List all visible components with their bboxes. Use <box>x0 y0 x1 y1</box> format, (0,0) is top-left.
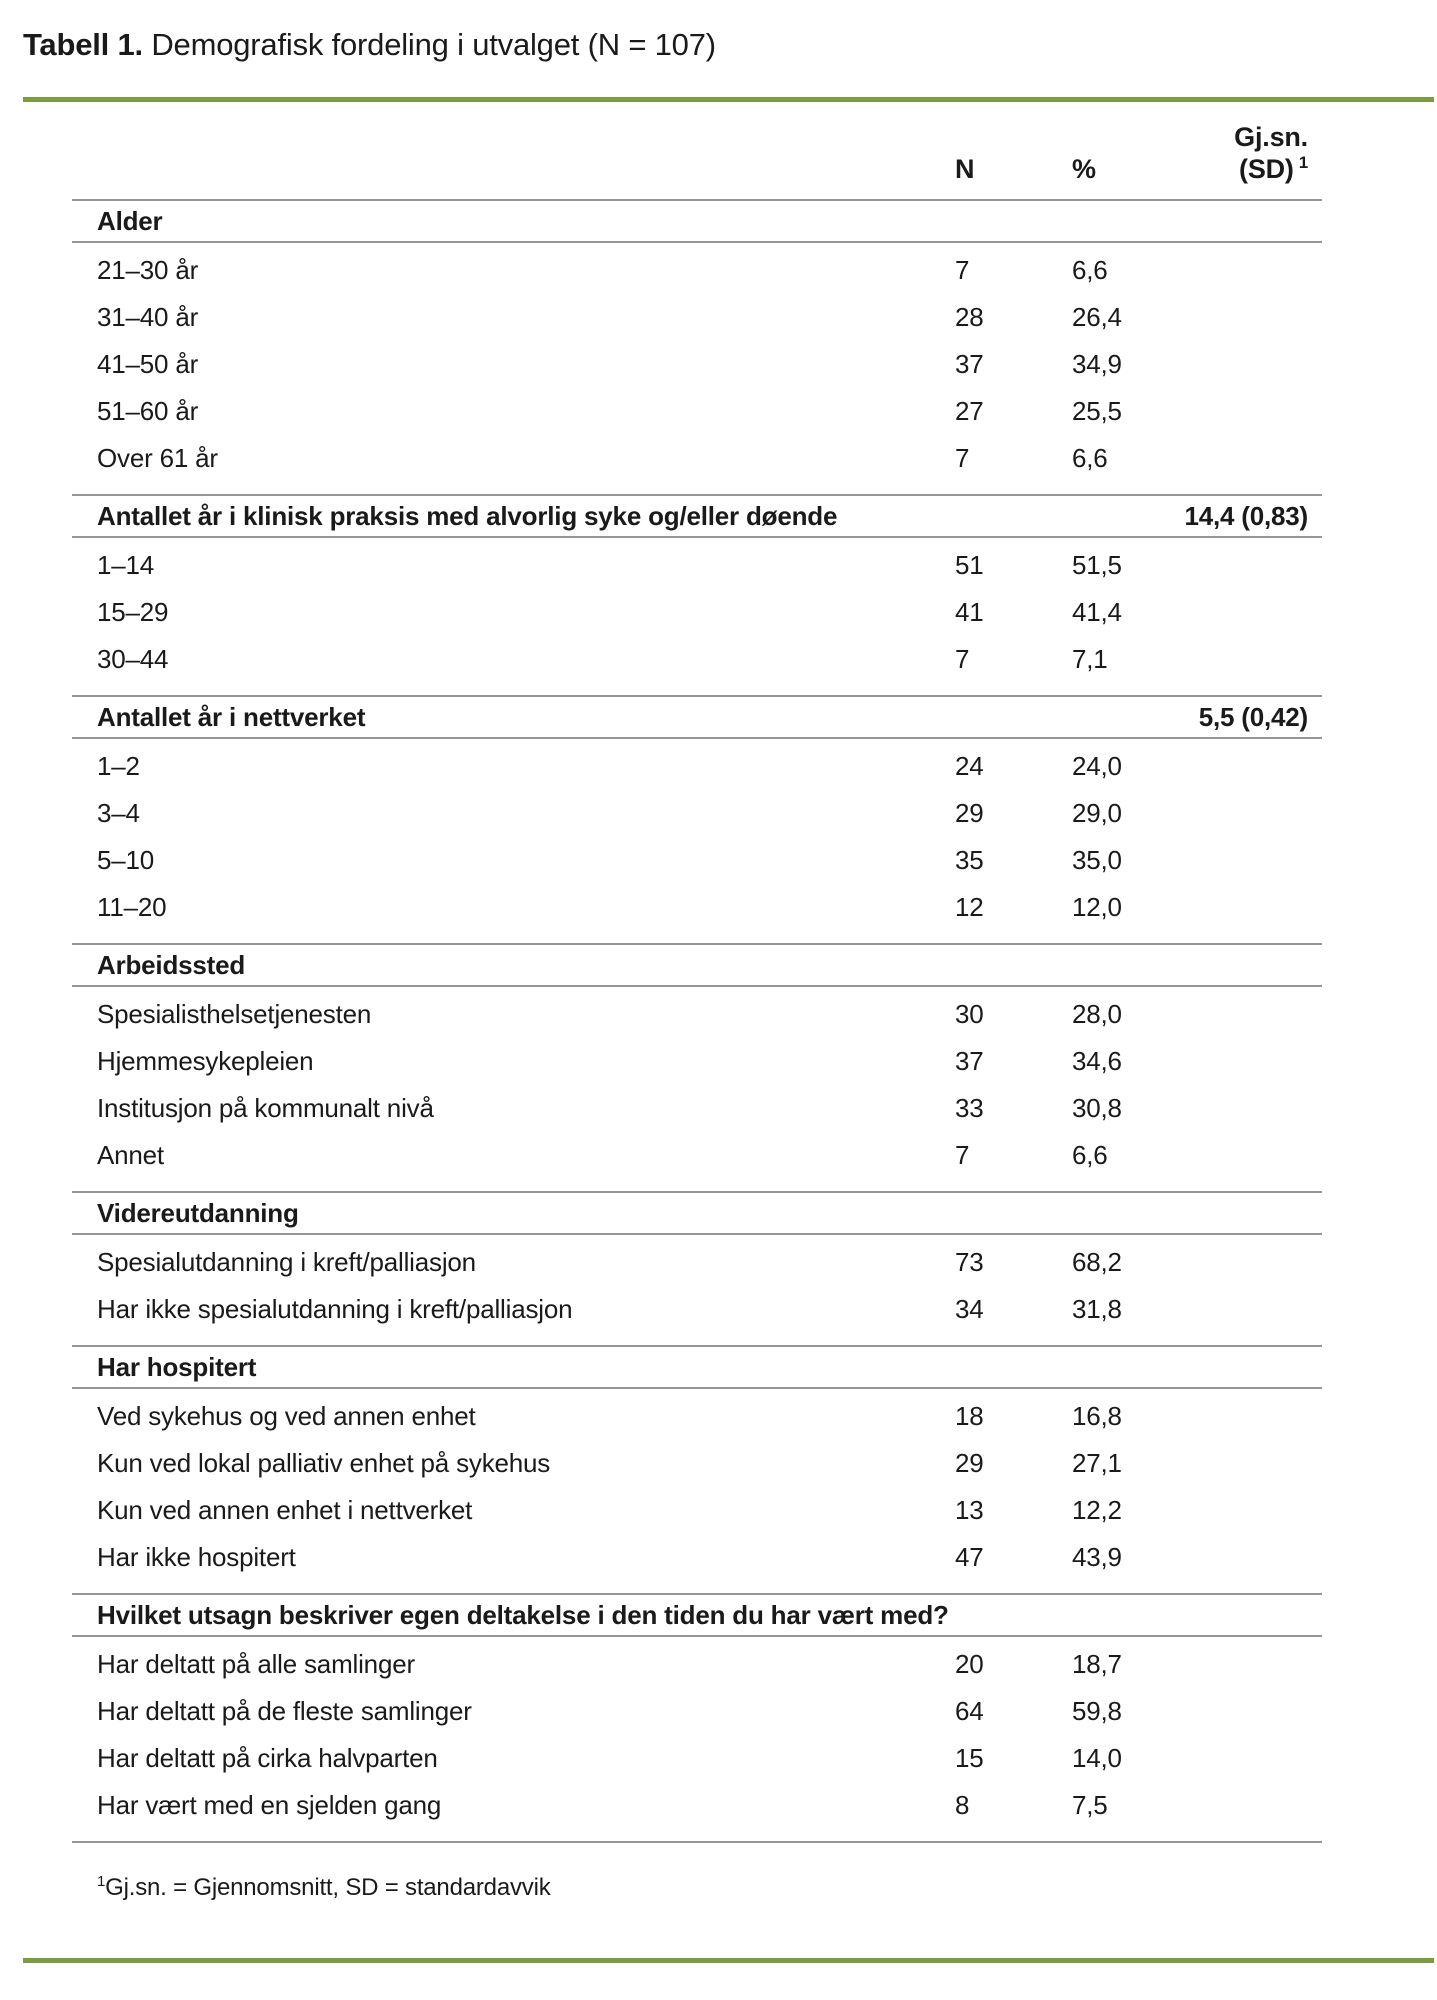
row-n-value: 18 <box>955 1401 984 1431</box>
row-label: 1–14 <box>97 550 155 580</box>
col-header-n: N <box>955 154 975 184</box>
footnote <box>97 1873 1437 1902</box>
row-pct-value: 28,0 <box>1072 999 1122 1029</box>
row-pct-value: 43,9 <box>1072 1542 1122 1572</box>
row-n-value: 7 <box>955 1140 970 1170</box>
section-header-row <box>72 1193 1322 1235</box>
row-n-value: 7 <box>955 644 970 674</box>
row-label: Har vært med en sjelden gang <box>97 1790 442 1820</box>
row-label: Har ikke spesialutdanning i kreft/palliasjon <box>97 1294 573 1324</box>
table-row <box>72 1286 1322 1333</box>
row-label: 3–4 <box>97 798 140 828</box>
table-row <box>72 1688 1322 1735</box>
row-pct-value: 31,8 <box>1072 1294 1122 1324</box>
row-n-value: 35 <box>955 845 984 875</box>
col-header-pct: % <box>1072 154 1096 184</box>
row-label: 15–29 <box>97 597 169 627</box>
table-row <box>72 294 1322 341</box>
table-row <box>72 542 1322 589</box>
section-header-label: Har hospitert <box>97 1351 257 1382</box>
row-label: Kun ved lokal palliativ enhet på sykehus <box>97 1448 551 1478</box>
row-n-value: 7 <box>955 443 970 473</box>
row-pct-value: 27,1 <box>1072 1448 1122 1478</box>
table-row <box>72 1487 1322 1534</box>
row-n-value: 27 <box>955 396 984 426</box>
table-row <box>72 589 1322 636</box>
bottom-rule <box>23 1958 1434 1963</box>
table-row <box>72 790 1322 837</box>
row-pct-value: 24,0 <box>1072 751 1122 781</box>
row-pct-value: 12,0 <box>1072 892 1122 922</box>
row-label: Annet <box>97 1140 164 1170</box>
section-header-row <box>72 945 1322 987</box>
row-label: Over 61 år <box>97 443 218 473</box>
row-n-value: 13 <box>955 1495 984 1525</box>
table-section <box>72 494 1322 695</box>
row-n-value: 24 <box>955 751 984 781</box>
row-pct-value: 7,5 <box>1072 1790 1108 1820</box>
row-n-value: 30 <box>955 999 984 1029</box>
table-row <box>72 636 1322 683</box>
table-section <box>72 1191 1322 1345</box>
footnote-superscript: 1 <box>97 1873 106 1890</box>
section-rows <box>72 987 1322 1191</box>
section-rows <box>72 243 1322 494</box>
section-rows <box>72 1389 1322 1593</box>
row-n-value: 29 <box>955 798 984 828</box>
row-pct-value: 7,1 <box>1072 644 1108 674</box>
row-label: 51–60 år <box>97 396 199 426</box>
row-label: 30–44 <box>97 644 169 674</box>
table-row <box>72 1393 1322 1440</box>
section-rows <box>72 739 1322 943</box>
row-pct-value: 30,8 <box>1072 1093 1122 1123</box>
row-label: 41–50 år <box>97 349 199 379</box>
table-section <box>72 1593 1322 1841</box>
row-label: Hjemmesykepleien <box>97 1046 314 1076</box>
row-pct-value: 29,0 <box>1072 798 1122 828</box>
table-title-prefix: Tabell 1. <box>23 27 143 62</box>
row-n-value: 28 <box>955 302 984 332</box>
section-mean-sd: 14,4 (0,83) <box>1184 500 1308 531</box>
row-n-value: 73 <box>955 1247 984 1277</box>
row-pct-value: 68,2 <box>1072 1247 1122 1277</box>
table-row <box>72 1085 1322 1132</box>
table-row <box>72 388 1322 435</box>
section-header-label: Hvilket utsagn beskriver egen deltakelse i den tiden du har vært med? <box>97 1599 949 1630</box>
demographics-table <box>72 102 1322 1843</box>
section-mean-sd: 5,5 (0,42) <box>1198 701 1308 732</box>
row-label: Spesialutdanning i kreft/palliasjon <box>97 1247 476 1277</box>
table-row <box>72 1440 1322 1487</box>
row-pct-value: 14,0 <box>1072 1743 1122 1773</box>
table-row <box>72 1132 1322 1179</box>
table-title-text: Demografisk fordeling i utvalget (N = 107) <box>142 27 716 62</box>
row-n-value: 15 <box>955 1743 984 1773</box>
table-row <box>72 341 1322 388</box>
table-row <box>72 884 1322 931</box>
table-row <box>72 743 1322 790</box>
row-label: Ved sykehus og ved annen enhet <box>97 1401 476 1431</box>
table-row <box>72 247 1322 294</box>
table-row <box>72 1239 1322 1286</box>
col-header-mean-label: Gj.sn. (SD) <box>1234 122 1308 184</box>
row-label: Har deltatt på cirka halvparten <box>97 1743 438 1773</box>
table-row <box>72 1534 1322 1581</box>
row-pct-value: 12,2 <box>1072 1495 1122 1525</box>
row-pct-value: 26,4 <box>1072 302 1122 332</box>
row-n-value: 12 <box>955 892 984 922</box>
col-header-mean <box>1167 122 1322 185</box>
table-section <box>72 1345 1322 1593</box>
footnote-text: Gj.sn. = Gjennomsnitt, SD = standardavvik <box>105 1874 551 1901</box>
row-n-value: 8 <box>955 1790 970 1820</box>
section-header-label: Videreutdanning <box>97 1197 299 1228</box>
row-n-value: 20 <box>955 1649 984 1679</box>
row-label: Har ikke hospitert <box>97 1542 296 1572</box>
table-row <box>72 837 1322 884</box>
row-pct-value: 41,4 <box>1072 597 1122 627</box>
row-n-value: 37 <box>955 1046 984 1076</box>
row-label: Kun ved annen enhet i nettverket <box>97 1495 473 1525</box>
row-label: Har deltatt på de fleste samlinger <box>97 1696 472 1726</box>
row-n-value: 41 <box>955 597 984 627</box>
row-label: Spesialisthelsetjenesten <box>97 999 372 1029</box>
section-header-label: Antallet år i klinisk praksis med alvorlig syke og/eller døende <box>97 500 838 531</box>
section-rows <box>72 1637 1322 1841</box>
section-header-row <box>72 1347 1322 1389</box>
row-pct-value: 34,9 <box>1072 349 1122 379</box>
mean-superscript: 1 <box>1298 153 1308 172</box>
row-n-value: 33 <box>955 1093 984 1123</box>
row-pct-value: 6,6 <box>1072 443 1108 473</box>
row-label: 31–40 år <box>97 302 199 332</box>
row-n-value: 64 <box>955 1696 984 1726</box>
row-pct-value: 51,5 <box>1072 550 1122 580</box>
table-title <box>23 26 1437 64</box>
table-row <box>72 435 1322 482</box>
row-pct-value: 6,6 <box>1072 255 1108 285</box>
table-row <box>72 1782 1322 1829</box>
section-header-row <box>72 697 1322 739</box>
table-row <box>72 991 1322 1038</box>
table-section <box>72 943 1322 1191</box>
table-sections <box>72 199 1322 1841</box>
column-header-row <box>72 102 1322 199</box>
table-row <box>72 1641 1322 1688</box>
section-header-label: Alder <box>97 205 163 236</box>
row-pct-value: 35,0 <box>1072 845 1122 875</box>
row-pct-value: 34,6 <box>1072 1046 1122 1076</box>
row-pct-value: 6,6 <box>1072 1140 1108 1170</box>
row-pct-value: 59,8 <box>1072 1696 1122 1726</box>
row-label: 5–10 <box>97 845 155 875</box>
row-pct-value: 18,7 <box>1072 1649 1122 1679</box>
table-row <box>72 1735 1322 1782</box>
section-header-row <box>72 1595 1322 1637</box>
row-n-value: 51 <box>955 550 984 580</box>
section-header-label: Antallet år i nettverket <box>97 701 366 732</box>
section-rows <box>72 538 1322 695</box>
section-header-row <box>72 496 1322 538</box>
section-header-row <box>72 201 1322 243</box>
row-label: 1–2 <box>97 751 140 781</box>
row-pct-value: 25,5 <box>1072 396 1122 426</box>
row-n-value: 37 <box>955 349 984 379</box>
table-row <box>72 1038 1322 1085</box>
row-label: 11–20 <box>97 892 167 922</box>
section-rows <box>72 1235 1322 1345</box>
row-n-value: 34 <box>955 1294 984 1324</box>
table-section <box>72 695 1322 943</box>
row-pct-value: 16,8 <box>1072 1401 1122 1431</box>
row-n-value: 47 <box>955 1542 984 1572</box>
row-label: Har deltatt på alle samlinger <box>97 1649 415 1679</box>
row-n-value: 29 <box>955 1448 984 1478</box>
table-section <box>72 199 1322 494</box>
row-label: Institusjon på kommunalt nivå <box>97 1093 434 1123</box>
row-n-value: 7 <box>955 255 970 285</box>
row-label: 21–30 år <box>97 255 199 285</box>
section-header-label: Arbeidssted <box>97 949 246 980</box>
